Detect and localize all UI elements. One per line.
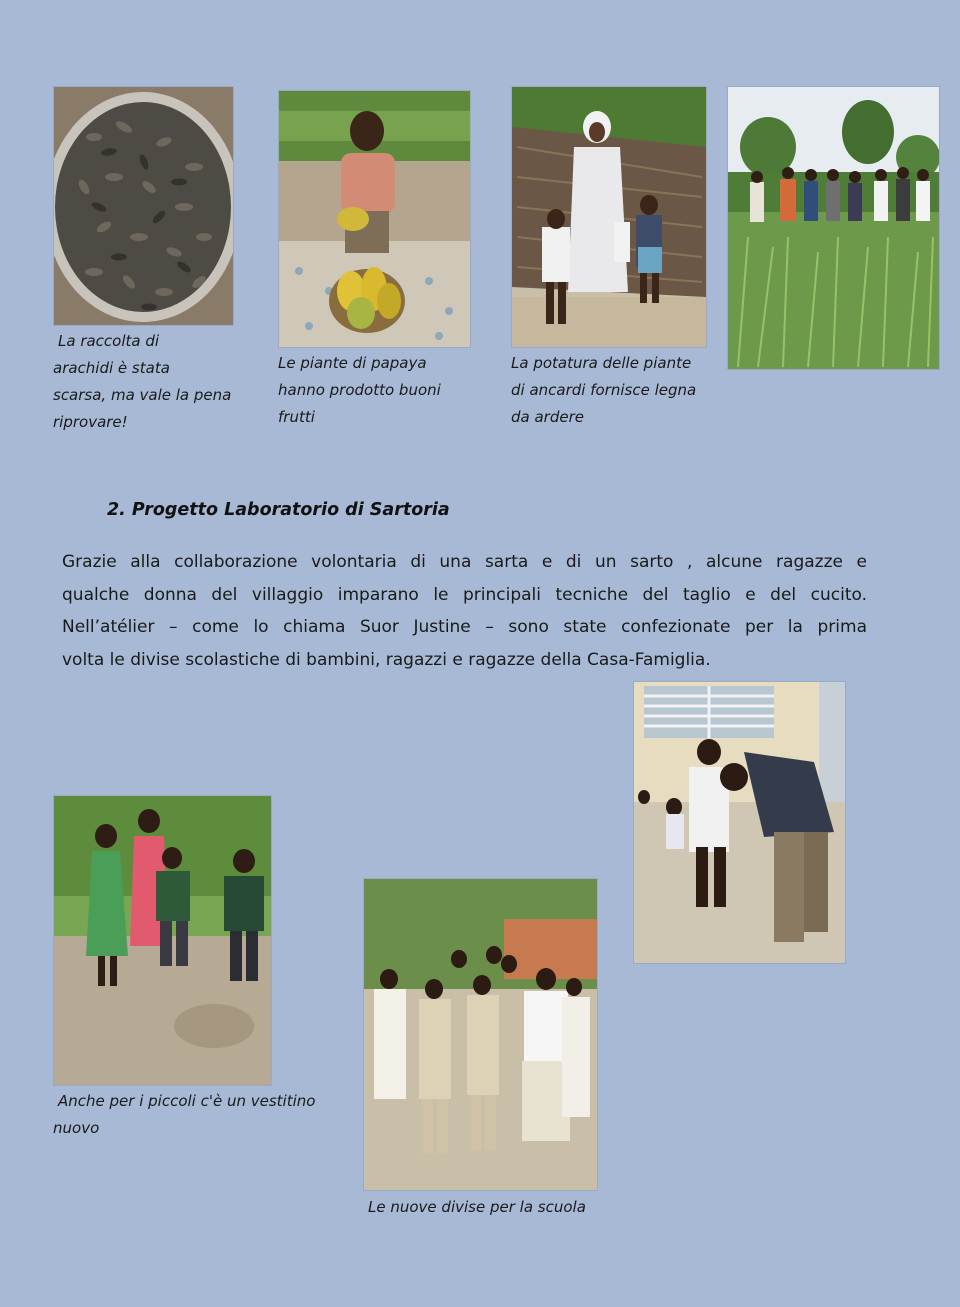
caption-line: Le nuove divise per la scuola xyxy=(368,1198,586,1216)
cashew-wood-photo xyxy=(511,86,707,348)
section-title: 2. Progetto Laboratorio di Sartoria xyxy=(107,500,450,520)
paragraph-line: volta le divise scolastiche di bambini, ragazzi e ragazze della Casa-Famiglia. xyxy=(62,649,711,670)
caption-papaya xyxy=(278,350,441,431)
caption-line: arachidi è stata xyxy=(53,359,170,377)
papaya-child-photo xyxy=(278,90,471,348)
caption-line: da ardere xyxy=(511,408,584,426)
caption-kids xyxy=(53,1088,315,1142)
caption-line: di ancardi fornisce legna xyxy=(511,381,697,399)
caption-line: hanno prodotto buoni xyxy=(278,381,441,399)
caption-line: nuovo xyxy=(53,1119,100,1137)
school-uniforms-photo xyxy=(363,878,598,1191)
small-children-photo xyxy=(53,795,272,1086)
caption-uniforms xyxy=(368,1194,586,1221)
caption-peanuts xyxy=(53,328,231,436)
peanut-harvest-photo xyxy=(53,86,234,326)
paragraph-line: qualche donna del villaggio imparano le principali tecniche del taglio e del cucito. xyxy=(62,584,867,605)
field-group-photo xyxy=(727,86,940,370)
caption-line: riprovare! xyxy=(53,413,128,431)
paragraph-line: Nell’atélier – come lo chiama Suor Justine – sono state confezionate per la prima xyxy=(62,617,867,637)
paragraph-line: Grazie alla collaborazione volontaria di una sarta e di un sarto , alcune ragazze e xyxy=(62,552,867,572)
caption-line: scarsa, ma vale la pena xyxy=(53,386,232,404)
caption-line: Anche per i piccoli c'è un vestitino xyxy=(58,1092,316,1110)
caption-cashew xyxy=(511,350,696,431)
caption-line: Le piante di papaya xyxy=(278,354,427,372)
caption-line: La potatura delle piante xyxy=(511,354,692,372)
caption-line: La raccolta di xyxy=(58,332,160,350)
caption-line: frutti xyxy=(278,408,315,426)
section-paragraph xyxy=(62,546,867,676)
tailor-measuring-photo xyxy=(633,681,846,964)
